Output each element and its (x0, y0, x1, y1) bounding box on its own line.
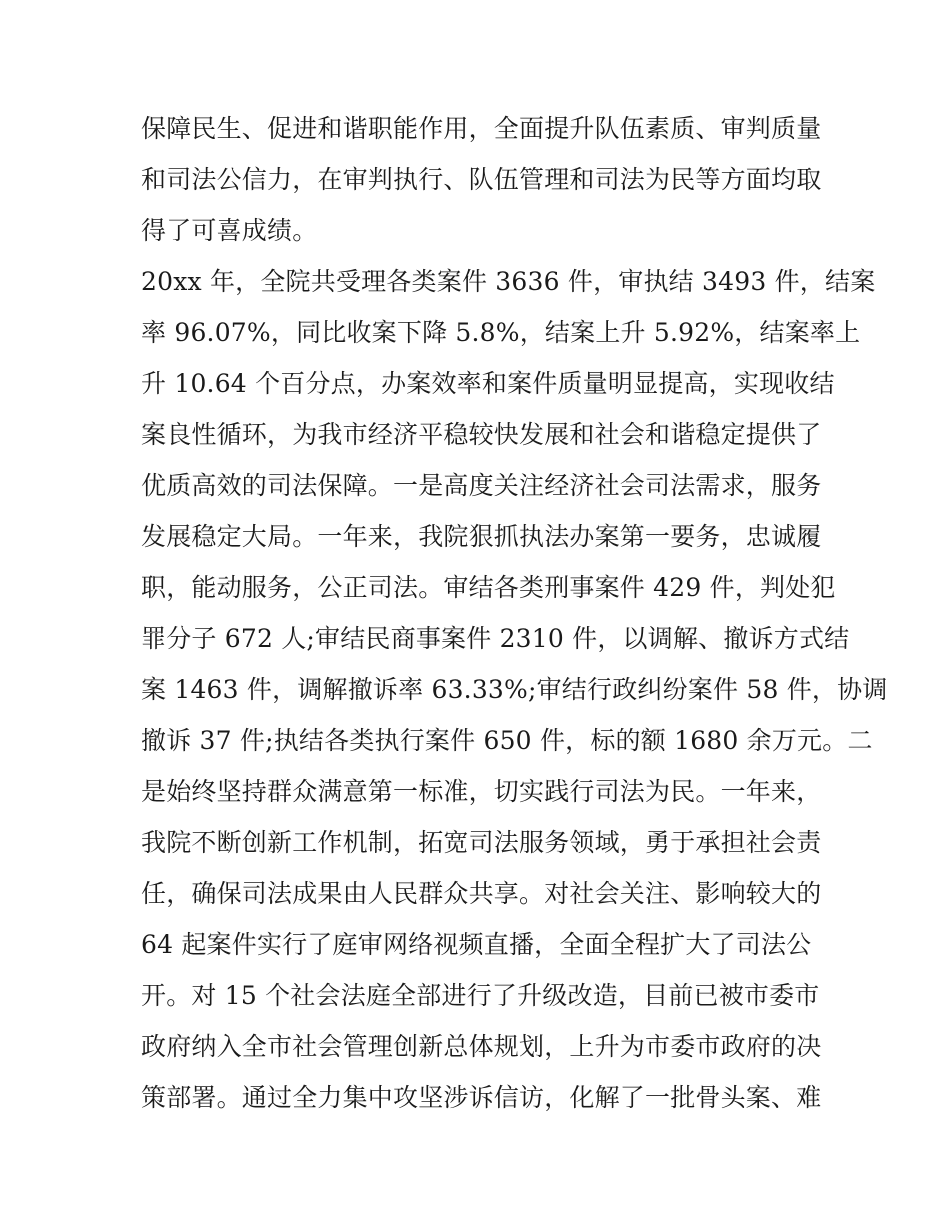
text-line: 发展稳定大局。一年来，我院狠抓执法办案第一要务，忠诚履 (141, 522, 822, 551)
text-line: 升 10.64 个百分点，办案效率和案件质量明显提高，实现收结 (141, 369, 835, 398)
text-line: 策部署。通过全力集中攻坚涉诉信访，化解了一批骨头案、难 (141, 1083, 822, 1112)
text-line: 案良性循环，为我市经济平稳较快发展和社会和谐稳定提供了 (141, 420, 822, 449)
text-line: 率 96.07%，同比收案下降 5.8%，结案上升 5.92%，结案率上 (141, 318, 861, 347)
text-line: 罪分子 672 人;审结民商事案件 2310 件，以调解、撤诉方式结 (141, 624, 850, 653)
text-line: 撤诉 37 件;执结各类执行案件 650 件，标的额 1680 余万元。二 (141, 726, 873, 755)
text-line: 政府纳入全市社会管理创新总体规划，上升为市委市政府的决 (141, 1032, 822, 1061)
text-line: 任，确保司法成果由人民群众共享。对社会关注、影响较大的 (141, 879, 822, 908)
text-line: 64 起案件实行了庭审网络视频直播，全面全程扩大了司法公 (141, 930, 812, 959)
text-line: 保障民生、促进和谐职能作用，全面提升队伍素质、审判质量 (141, 114, 822, 143)
text-line: 和司法公信力，在审判执行、队伍管理和司法为民等方面均取 (141, 165, 822, 194)
text-line: 开。对 15 个社会法庭全部进行了升级改造，目前已被市委市 (141, 981, 820, 1010)
text-line: 20xx 年，全院共受理各类案件 3636 件，审执结 3493 件，结案 (141, 267, 876, 296)
text-line: 我院不断创新工作机制，拓宽司法服务领域，勇于承担社会责 (141, 828, 822, 857)
text-line: 得了可喜成绩。 (141, 216, 318, 245)
text-line: 案 1463 件，调解撤诉率 63.33%;审结行政纠纷案件 58 件，协调 (141, 675, 888, 704)
text-line: 是始终坚持群众满意第一标准，切实践行司法为民。一年来， (141, 777, 822, 806)
text-line: 优质高效的司法保障。一是高度关注经济社会司法需求，服务 (141, 471, 822, 500)
text-line: 职，能动服务，公正司法。审结各类刑事案件 429 件，判处犯 (141, 573, 836, 602)
